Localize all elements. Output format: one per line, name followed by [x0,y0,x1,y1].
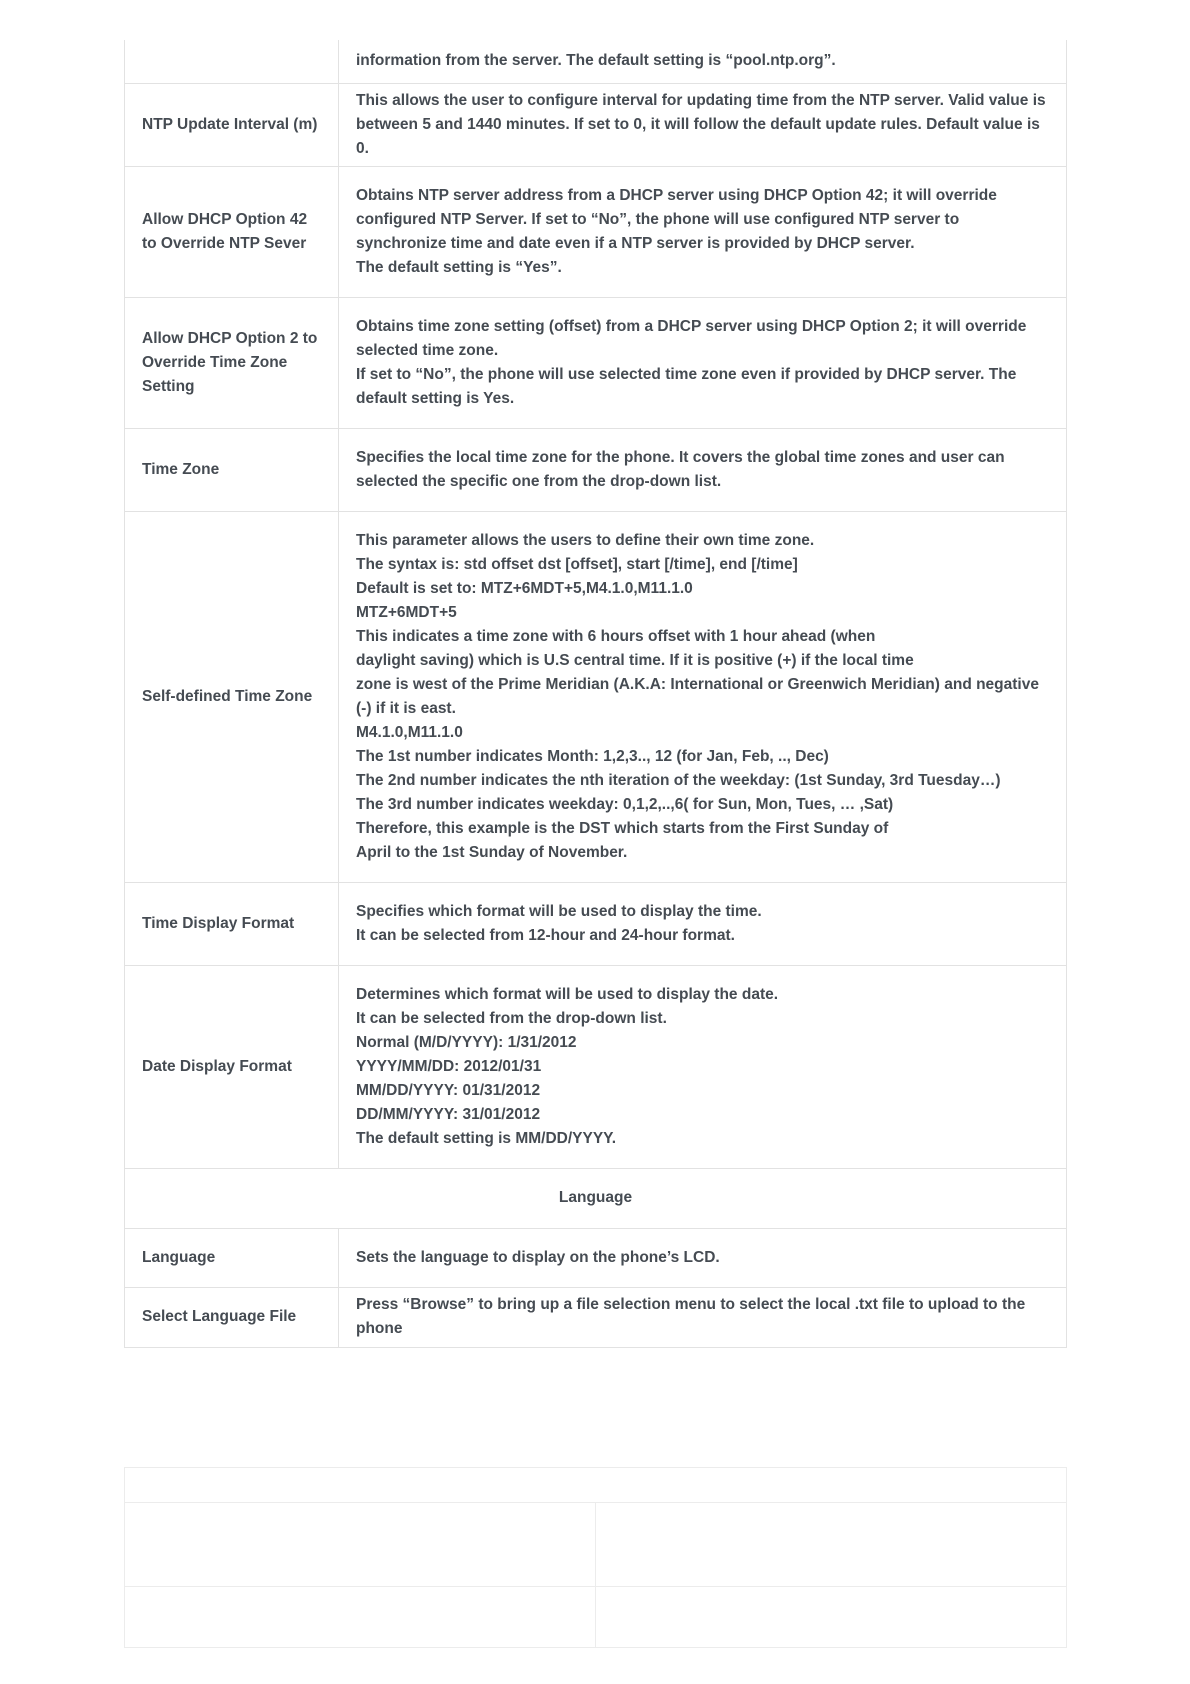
empty-cell [596,1503,1067,1587]
table-row [125,882,1067,965]
parameter-description: Obtains NTP server address from a DHCP server using DHCP Option 42; it will override configured NTP Server. If set to “No”, the phone will use configured NTP server to synchronize time and date even if a NTP server is provided by DHCP server. The default setting is “Yes”. [339,166,1067,297]
parameter-name: Time Zone [125,428,339,511]
empty-cell [125,1503,596,1587]
parameter-description: Obtains time zone setting (offset) from a DHCP server using DHCP Option 2; it will override selected time zone. If set to “No”, the phone will use selected time zone even if provided by DHCP server. The default setting is Yes. [339,297,1067,428]
empty-row [125,1587,1067,1648]
parameter-description: This allows the user to configure interval for updating time from the NTP server. Valid value is between 5 and 1440 minutes. If set to 0, it will follow the default update rules. Default value is 0. [339,83,1067,166]
table-row [125,166,1067,297]
settings-table [124,40,1067,1348]
parameter-description: Specifies which format will be used to display the time. It can be selected from 12-hour and 24-hour format. [339,882,1067,965]
empty-header-row [125,1468,1067,1503]
table-row [125,297,1067,428]
parameter-description: Specifies the local time zone for the phone. It covers the global time zones and user can selected the specific one from the drop-down list. [339,428,1067,511]
empty-row [125,1503,1067,1587]
parameter-description: Press “Browse” to bring up a file selection menu to select the local .txt file to upload to the phone [339,1287,1067,1347]
parameter-description: This parameter allows the users to define their own time zone. The syntax is: std offset dst [offset], start [/time], end [/time] Default is set to: MTZ+6MDT+5,M4.1.0,M11.1.0 MTZ+6MDT+5 This indicates a time zone with 6 hours offset with 1 hour ahead (when daylight saving) which is U.S central time. If it is positive (+) if the local time zone is west of the Prime Meridian (A.K.A: International or Greenwich Meridian) and negative (-) if it is east. M4.1.0,M11.1.0 The 1st number indicates Month: 1,2,3.., 12 (for Jan, Feb, .., Dec) The 2nd number indicates the nth iteration of the weekday: (1st Sunday, 3rd Tuesday…) The 3rd number indicates weekday: 0,1,2,..,6( for Sun, Mon, Tues, … ,Sat) Therefore, this example is the DST which starts from the First Sunday of April to the 1st Sunday of November. [339,511,1067,882]
parameter-name: Language [125,1228,339,1287]
table-row [125,40,1067,83]
section-header-row [125,1168,1067,1228]
table-row [125,1228,1067,1287]
empty-cell [125,1587,596,1648]
parameter-name: Date Display Format [125,965,339,1168]
parameter-name: Allow DHCP Option 42 to Override NTP Sever [125,166,339,297]
table-row [125,511,1067,882]
parameter-description: information from the server. The default setting is “pool.ntp.org”. [339,40,1067,83]
parameter-name: Self-defined Time Zone [125,511,339,882]
parameter-name: Allow DHCP Option 2 to Override Time Zone Setting [125,297,339,428]
table-row [125,965,1067,1168]
table-row [125,1287,1067,1347]
parameter-description: Sets the language to display on the phone’s LCD. [339,1228,1067,1287]
section-title: Language [125,1168,1067,1228]
table-row [125,83,1067,166]
parameter-name: Time Display Format [125,882,339,965]
empty-cell [125,1468,1067,1503]
empty-table [124,1467,1067,1648]
empty-cell [596,1587,1067,1648]
parameter-description: Determines which format will be used to display the date. It can be selected from the drop-down list. Normal (M/D/YYYY): 1/31/2012 YYYY/MM/DD: 2012/01/31 MM/DD/YYYY: 01/31/2012 DD/MM/YYYY: 31/01/2012 The default setting is MM/DD/YYYY. [339,965,1067,1168]
parameter-name [125,40,339,83]
parameter-name: NTP Update Interval (m) [125,83,339,166]
table-row [125,428,1067,511]
parameter-name: Select Language File [125,1287,339,1347]
